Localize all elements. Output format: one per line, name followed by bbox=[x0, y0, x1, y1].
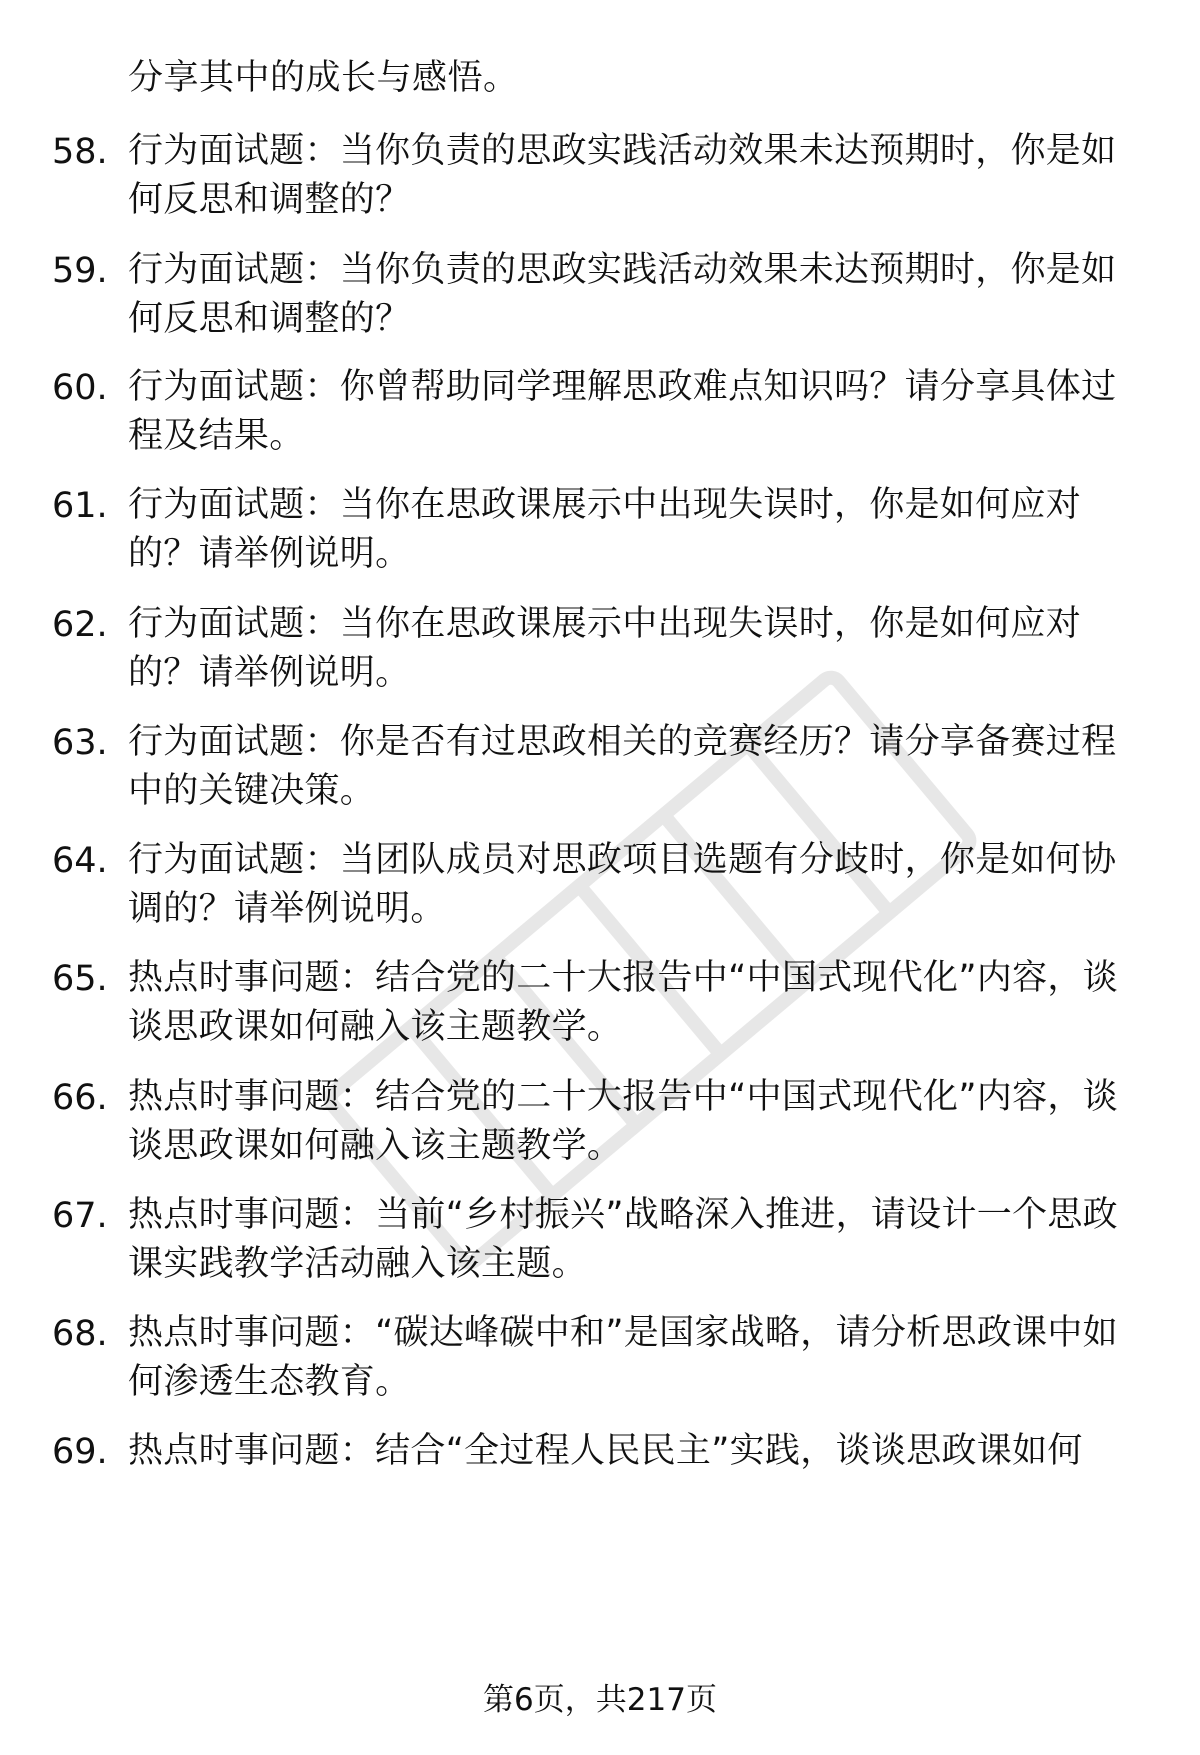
item-text: 行为面试题：当你负责的思政实践活动效果未达预期时，你是如何反思和调整的？ bbox=[128, 250, 1117, 339]
item-number: 61. bbox=[52, 486, 108, 526]
item-text: 行为面试题：当你负责的思政实践活动效果未达预期时，你是如何反思和调整的？ bbox=[128, 131, 1117, 220]
item-text: 热点时事问题：结合党的二十大报告中“中国式现代化”内容，谈谈思政课如何融入该主题教学。 bbox=[128, 1077, 1118, 1166]
item-text: 热点时事问题：结合党的二十大报告中“中国式现代化”内容，谈谈思政课如何融入该主题教学。 bbox=[128, 958, 1118, 1047]
item-number: 58. bbox=[52, 132, 108, 172]
item-number: 66. bbox=[52, 1078, 108, 1118]
item-text: 热点时事问题：当前“乡村振兴”战略深入推进，请设计一个思政课实践教学活动融入该主题。 bbox=[128, 1195, 1118, 1284]
item-text: 行为面试题：当你在思政课展示中出现失误时，你是如何应对的？请举例说明。 bbox=[128, 485, 1082, 574]
item-text: 热点时事问题：“碳达峰碳中和”是国家战略，请分析思政课中如何渗透生态教育。 bbox=[128, 1313, 1118, 1402]
item-number: 60. bbox=[52, 368, 108, 408]
item-number: 62. bbox=[52, 605, 108, 645]
continuation-text: 分享其中的成长与感悟。 bbox=[128, 58, 519, 98]
page-footer: 第6页，共217页 bbox=[483, 1682, 717, 1718]
item-number: 68. bbox=[52, 1314, 108, 1354]
item-text: 热点时事问题：结合“全过程人民民主”实践，谈谈思政课如何 bbox=[128, 1431, 1083, 1471]
item-number: 67. bbox=[52, 1196, 108, 1236]
item-number: 63. bbox=[52, 723, 108, 763]
item-text: 行为面试题：当团队成员对思政项目选题有分歧时，你是如何协调的？请举例说明。 bbox=[128, 840, 1117, 929]
item-number: 65. bbox=[52, 959, 108, 999]
item-text: 行为面试题：当你在思政课展示中出现失误时，你是如何应对的？请举例说明。 bbox=[128, 604, 1082, 693]
item-text: 行为面试题：你曾帮助同学理解思政难点知识吗？请分享具体过程及结果。 bbox=[128, 367, 1117, 456]
item-number: 64. bbox=[52, 841, 108, 881]
item-number: 59. bbox=[52, 251, 108, 291]
item-text: 行为面试题：你是否有过思政相关的竞赛经历？请分享备赛过程中的关键决策。 bbox=[128, 722, 1117, 811]
item-number: 69. bbox=[52, 1432, 108, 1472]
